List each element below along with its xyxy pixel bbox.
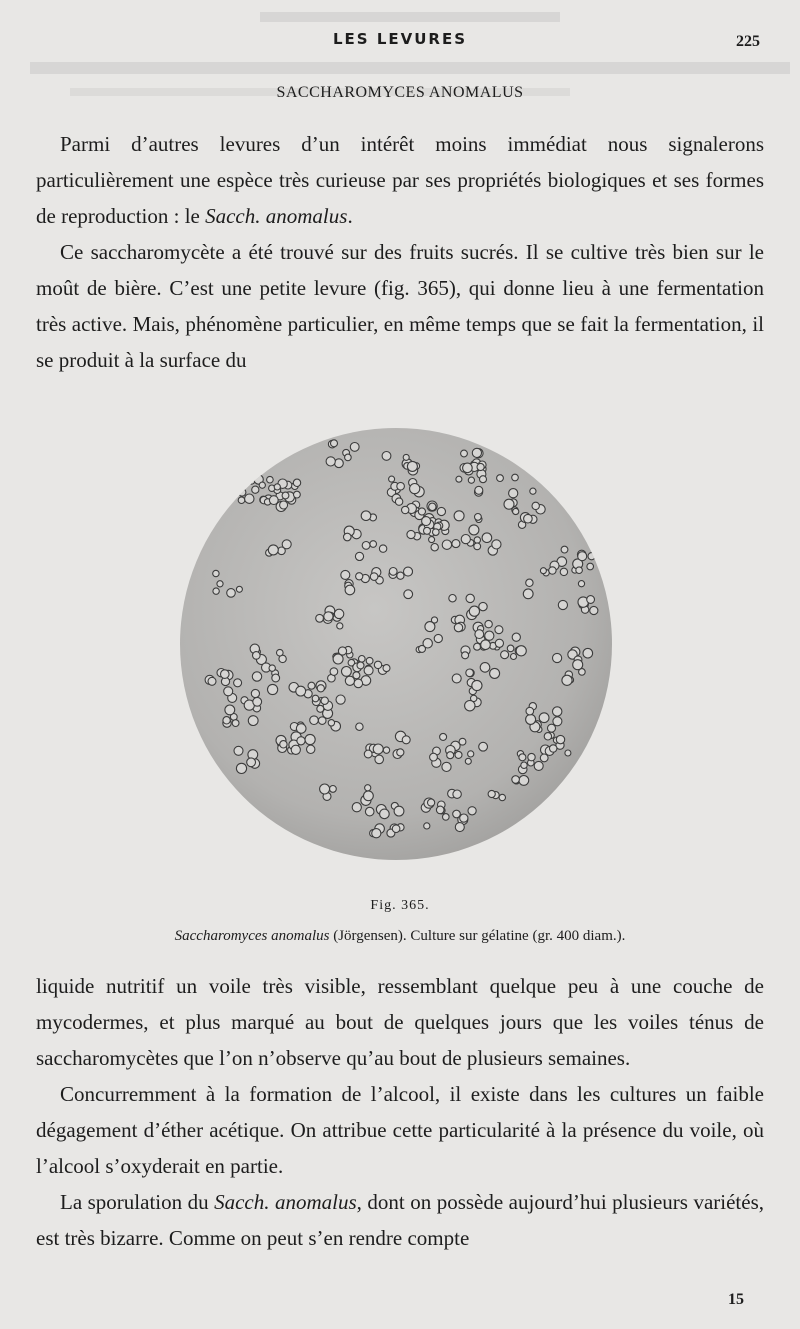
yeast-cell	[202, 811, 211, 820]
section-title: SACCHAROMYCES ANOMALUS	[276, 84, 524, 101]
yeast-cell	[201, 459, 210, 468]
yeast-cell	[330, 668, 338, 676]
yeast-cell	[375, 755, 384, 764]
yeast-cell	[397, 572, 404, 579]
yeast-cell	[364, 750, 372, 758]
yeast-cell	[184, 794, 194, 804]
yeast-cell	[183, 459, 192, 468]
yeast-cell	[274, 484, 280, 490]
page-number: 225	[736, 33, 760, 50]
yeast-cell	[577, 505, 585, 513]
yeast-cell	[422, 517, 431, 526]
yeast-cell	[362, 542, 370, 550]
yeast-cell	[474, 643, 481, 650]
yeast-cell	[218, 786, 224, 792]
yeast-cell	[463, 463, 473, 473]
yeast-cell	[466, 594, 474, 602]
yeast-cell	[229, 808, 237, 816]
yeast-cell	[578, 581, 584, 587]
yeast-cell	[209, 802, 219, 812]
yeast-cell	[590, 606, 598, 614]
yeast-cell	[477, 463, 484, 470]
yeast-cell	[562, 675, 572, 685]
yeast-cell	[366, 657, 373, 664]
yeast-cell	[436, 806, 444, 814]
yeast-cell	[321, 697, 328, 704]
yeast-cell	[468, 477, 474, 483]
yeast-cell	[224, 687, 233, 696]
yeast-cell	[581, 491, 590, 500]
yeast-cell	[204, 811, 212, 819]
yeast-cell	[356, 723, 363, 730]
yeast-cell	[217, 820, 223, 826]
yeast-cell	[324, 612, 333, 621]
yeast-cell	[589, 492, 596, 499]
caption-species-italic: Saccharomyces anomalus	[174, 928, 330, 944]
yeast-cell	[603, 561, 610, 568]
yeast-cell	[316, 614, 324, 622]
yeast-cell	[469, 606, 479, 616]
yeast-cell	[462, 652, 469, 659]
yeast-cell	[374, 661, 381, 668]
yeast-cell	[524, 514, 533, 523]
yeast-cell	[465, 758, 471, 764]
yeast-cell	[280, 741, 287, 748]
figure-caption	[0, 928, 800, 945]
yeast-cell	[234, 746, 243, 755]
yeast-cell	[437, 507, 445, 515]
yeast-cell	[208, 677, 216, 685]
yeast-cell	[424, 527, 431, 534]
yeast-cell	[312, 695, 319, 702]
yeast-cell	[466, 669, 474, 677]
yeast-cell	[548, 449, 557, 458]
yeast-cell	[373, 744, 383, 754]
yeast-cell	[214, 818, 220, 824]
yeast-cell	[596, 478, 602, 484]
yeast-cell	[221, 670, 230, 679]
yeast-cell	[574, 477, 581, 484]
yeast-cell	[218, 817, 224, 823]
yeast-cell	[232, 720, 239, 727]
yeast-cell	[211, 442, 219, 450]
yeast-cell	[188, 448, 196, 456]
yeast-cell	[465, 701, 475, 711]
yeast-cell	[206, 823, 214, 831]
yeast-cell	[236, 763, 246, 773]
yeast-cell	[556, 735, 564, 743]
yeast-cell	[337, 623, 343, 629]
yeast-cell	[247, 758, 256, 767]
text-block-lower	[36, 968, 764, 1256]
yeast-cell	[428, 799, 435, 806]
yeast-cell	[456, 476, 462, 482]
yeast-cell	[238, 489, 246, 497]
yeast-cell	[269, 665, 275, 671]
yeast-cell	[454, 511, 464, 521]
yeast-cell	[475, 486, 483, 494]
yeast-cell	[468, 751, 474, 757]
yeast-cell	[590, 498, 598, 506]
yeast-cell	[341, 570, 350, 579]
yeast-cell	[509, 489, 518, 498]
yeast-cell	[404, 567, 413, 576]
running-header	[0, 30, 800, 54]
yeast-cell	[200, 454, 210, 464]
yeast-cell	[317, 705, 324, 712]
yeast-cell	[455, 751, 462, 758]
yeast-cell	[485, 631, 494, 640]
yeast-cell	[307, 745, 315, 753]
yeast-cell	[480, 476, 487, 483]
yeast-cell	[364, 666, 373, 675]
yeast-cell	[331, 440, 338, 447]
yeast-cell	[442, 540, 451, 549]
yeast-cell	[183, 452, 193, 462]
yeast-cell	[596, 502, 605, 511]
yeast-cell	[365, 785, 371, 791]
yeast-cell	[213, 588, 219, 594]
yeast-cell	[434, 634, 442, 642]
yeast-cell	[361, 511, 371, 521]
figure-label: Fig. 365.	[370, 898, 430, 913]
yeast-cell	[272, 674, 280, 682]
yeast-cell	[187, 435, 196, 444]
yeast-cell	[214, 784, 223, 793]
yeast-cell	[558, 449, 568, 459]
yeast-cell	[468, 807, 476, 815]
yeast-cell	[403, 454, 409, 460]
yeast-cell	[380, 809, 390, 819]
yeast-cell	[583, 648, 593, 658]
yeast-cell	[248, 716, 258, 726]
yeast-cell	[352, 803, 361, 812]
yeast-cell	[554, 448, 561, 455]
yeast-cell	[485, 620, 492, 627]
yeast-cell	[576, 567, 583, 574]
yeast-cell	[418, 508, 425, 515]
yeast-cell	[532, 502, 539, 509]
paragraph: liquide nutritif un voile très visible, ressemblant quelque peu à une couche de mycodermes, et plus marqué au bout de quelques jours que les voiles ténus de saccharomycètes que l’on n’observe qu’au bout de plusieurs semaines.	[36, 974, 764, 1070]
yeast-cell	[447, 752, 454, 759]
yeast-cell	[293, 479, 300, 486]
yeast-cell	[317, 685, 324, 692]
yeast-cell	[526, 707, 534, 715]
yeast-cell	[236, 586, 242, 592]
yeast-cell	[310, 716, 319, 725]
yeast-cell	[512, 776, 520, 784]
yeast-cell	[587, 563, 594, 570]
yeast-cell	[383, 747, 389, 753]
yeast-cell	[481, 640, 491, 650]
yeast-cell	[588, 553, 595, 560]
yeast-cell	[495, 626, 503, 634]
yeast-cell	[245, 494, 254, 503]
yeast-cell	[225, 793, 235, 803]
species-name-italic: Sacch. anomalus	[205, 204, 348, 228]
yeast-cell	[407, 461, 417, 471]
yeast-cell	[449, 595, 456, 602]
yeast-cell	[475, 514, 482, 521]
yeast-cell	[223, 717, 230, 724]
yeast-cell	[389, 476, 395, 482]
yeast-cell	[461, 535, 470, 544]
yeast-cell	[356, 573, 363, 580]
yeast-cell	[231, 794, 237, 800]
yeast-cell	[344, 533, 352, 541]
yeast-cell	[354, 679, 363, 688]
yeast-cell	[320, 784, 330, 794]
yeast-cell	[501, 651, 509, 659]
yeast-cell	[350, 443, 359, 452]
yeast-cell	[453, 790, 461, 798]
yeast-cell	[548, 724, 556, 732]
yeast-cell	[395, 498, 402, 505]
yeast-cell	[452, 540, 460, 548]
yeast-cell	[253, 697, 262, 706]
yeast-cell	[561, 546, 568, 553]
yeast-cell	[479, 602, 487, 610]
yeast-cell	[482, 533, 492, 543]
yeast-cell	[507, 645, 514, 652]
yeast-cell	[573, 660, 583, 670]
yeast-cell	[440, 733, 447, 740]
yeast-cell	[474, 537, 480, 543]
yeast-cell	[429, 503, 436, 510]
yeast-cell	[461, 450, 468, 457]
yeast-cell	[475, 630, 484, 639]
yeast-cell	[208, 793, 216, 801]
caption-text: (Jörgensen). Culture sur gélatine (gr. 400 diam.).	[329, 928, 626, 944]
yeast-cell	[459, 738, 466, 745]
yeast-cell	[560, 568, 567, 575]
yeast-cell	[530, 488, 536, 494]
yeast-cell	[370, 573, 378, 581]
yeast-cell	[227, 589, 236, 598]
yeast-cell	[359, 656, 366, 663]
yeast-cell	[513, 508, 519, 514]
yeast-cell	[282, 492, 289, 499]
yeast-cell	[238, 497, 245, 504]
yeast-cell	[268, 684, 278, 694]
yeast-cell	[328, 720, 334, 726]
yeast-cell	[550, 745, 557, 752]
yeast-cell	[207, 439, 215, 447]
yeast-cell	[268, 545, 278, 555]
signature-mark: 15	[728, 1291, 744, 1308]
yeast-cell	[294, 491, 301, 498]
yeast-cell	[370, 541, 377, 548]
yeast-cell	[523, 589, 533, 599]
yeast-cell	[308, 682, 315, 689]
yeast-cell	[248, 477, 255, 484]
yeast-cell	[189, 458, 199, 468]
yeast-cell	[424, 823, 430, 829]
yeast-cell	[526, 714, 536, 724]
text-block-upper	[36, 126, 764, 378]
yeast-cell	[431, 617, 437, 623]
yeast-cell	[365, 807, 374, 816]
yeast-cell	[565, 750, 571, 756]
yeast-cell	[277, 649, 284, 656]
yeast-cell	[454, 623, 462, 631]
yeast-cell	[539, 713, 549, 723]
yeast-cell	[499, 794, 505, 800]
paragraph-text: .	[347, 204, 353, 228]
yeast-cell	[578, 552, 587, 561]
yeast-cell	[455, 823, 464, 832]
yeast-cell	[214, 824, 222, 832]
yeast-cell	[519, 776, 529, 786]
yeast-cell	[379, 545, 386, 552]
yeast-cell	[326, 457, 335, 466]
yeast-cell	[442, 762, 451, 771]
yeast-cell	[259, 482, 265, 488]
yeast-cell	[433, 529, 440, 536]
yeast-cell	[342, 667, 352, 677]
yeast-cell	[534, 761, 543, 770]
yeast-cell	[318, 717, 326, 725]
yeast-cell	[402, 506, 409, 513]
yeast-cell	[497, 475, 504, 482]
yeast-cell	[357, 662, 364, 669]
yeast-cell	[217, 581, 223, 587]
yeast-cell	[460, 814, 468, 822]
yeast-cell	[267, 476, 274, 483]
species-name-italic: Sacch. anomalus	[214, 1190, 357, 1214]
yeast-cell	[382, 452, 391, 461]
yeast-cell	[512, 474, 519, 481]
yeast-cell	[601, 570, 607, 576]
yeast-cell	[252, 672, 261, 681]
paragraph: Concurremment à la formation de l’alcool, il existe dans les cultures un faible dégagement d’éther acétique. On attribue cette particularité à la présence du voile, où l’alcool s’oxyderait en partie.	[36, 1082, 764, 1178]
yeast-cell	[230, 797, 236, 803]
yeast-cell	[291, 745, 300, 754]
yeast-cell	[540, 754, 548, 762]
yeast-cell	[335, 459, 344, 468]
yeast-cell	[511, 654, 517, 660]
paragraph-text: , dont on possède aujourd’hui plusieurs variétés, est très bizarre. Comme on peut s’en rendre compte	[36, 1190, 765, 1250]
yeast-cell	[252, 486, 259, 493]
yeast-cell	[474, 543, 481, 550]
yeast-cell	[472, 448, 481, 457]
yeast-cell	[191, 442, 201, 452]
yeast-cell	[453, 810, 461, 818]
yeast-cell	[397, 749, 404, 756]
yeast-cell	[430, 753, 438, 761]
yeast-cell	[234, 815, 241, 822]
yeast-cell	[472, 680, 482, 690]
micrograph-image	[178, 424, 614, 864]
yeast-cell	[251, 689, 259, 697]
yeast-cell	[521, 762, 527, 768]
yeast-cell	[431, 544, 438, 551]
yeast-cell	[558, 600, 567, 609]
yeast-cell	[330, 786, 337, 793]
yeast-cell	[234, 679, 242, 687]
yeast-cell	[519, 754, 526, 761]
yeast-cell	[353, 672, 360, 679]
yeast-cell	[553, 717, 562, 726]
running-title: LES LEVURES	[332, 30, 468, 48]
yeast-cell	[383, 665, 390, 672]
yeast-cell	[355, 552, 363, 560]
yeast-cell	[490, 668, 500, 678]
paragraph: Ce saccharomycète a été trouvé sur des fruits sucrés. Il se cultive très bien sur le moût de bière. C’est une petite levure (fig. 365), qui donne lieu à une fermentation très active. Mais, phénomène particulier, en même temps que se fait la fermentation, il se produit à la surface du	[36, 240, 764, 372]
yeast-cell	[553, 653, 562, 662]
yeast-cell	[394, 806, 404, 816]
yeast-cell	[479, 742, 488, 751]
yeast-cell	[397, 482, 405, 490]
yeast-cell	[480, 663, 490, 673]
yeast-cell	[364, 791, 374, 801]
paragraph	[36, 126, 764, 234]
yeast-cell	[280, 501, 288, 509]
yeast-cell	[570, 450, 577, 457]
paragraph-text: La sporulation du	[60, 1190, 215, 1214]
yeast-cell	[225, 705, 235, 715]
yeast-cell	[452, 674, 461, 683]
yeast-cell	[389, 568, 397, 576]
yeast-cell	[305, 734, 315, 744]
yeast-cell	[402, 736, 410, 744]
yeast-cell	[495, 639, 503, 647]
yeast-cell	[492, 540, 501, 549]
yeast-cell	[540, 568, 546, 574]
yeast-cell	[544, 733, 551, 740]
yeast-cell	[208, 792, 216, 800]
yeast-cell	[528, 753, 535, 760]
yeast-cell	[488, 790, 495, 797]
yeast-cell	[282, 540, 291, 549]
yeast-cell	[407, 530, 415, 538]
yeast-cell	[334, 609, 343, 618]
yeast-cell	[598, 488, 606, 496]
paragraph-text: Parmi d’autres levures d’un intérêt moins immédiat nous signalerons particulièrement une espèce très curieuse par ses propriétés biologiques et ses formes de reproduction : le	[36, 132, 764, 228]
yeast-cell	[345, 454, 352, 461]
yeast-cell	[419, 645, 426, 652]
yeast-cell	[269, 496, 278, 505]
yeast-cell	[253, 652, 261, 660]
yeast-cell	[549, 567, 556, 574]
yeast-cell	[404, 590, 413, 599]
yeast-cell	[194, 803, 203, 812]
yeast-cell	[429, 537, 435, 543]
yeast-cell	[553, 707, 562, 716]
yeast-cell	[587, 596, 595, 604]
yeast-cell	[296, 686, 306, 696]
yeast-cell	[213, 570, 219, 576]
yeast-cell	[372, 829, 381, 838]
yeast-cell	[222, 803, 232, 813]
yeast-cell	[338, 647, 346, 655]
paragraph	[36, 1184, 764, 1256]
yeast-cell	[392, 825, 400, 833]
yeast-cell	[443, 814, 450, 821]
yeast-cell	[336, 695, 345, 704]
yeast-cell	[410, 484, 420, 494]
yeast-cell	[516, 646, 526, 656]
yeast-cell	[345, 585, 355, 595]
yeast-cell	[512, 633, 520, 641]
yeast-cell	[297, 737, 305, 745]
yeast-cell	[469, 525, 479, 535]
yeast-cell	[210, 835, 217, 842]
yeast-cell	[526, 579, 533, 586]
